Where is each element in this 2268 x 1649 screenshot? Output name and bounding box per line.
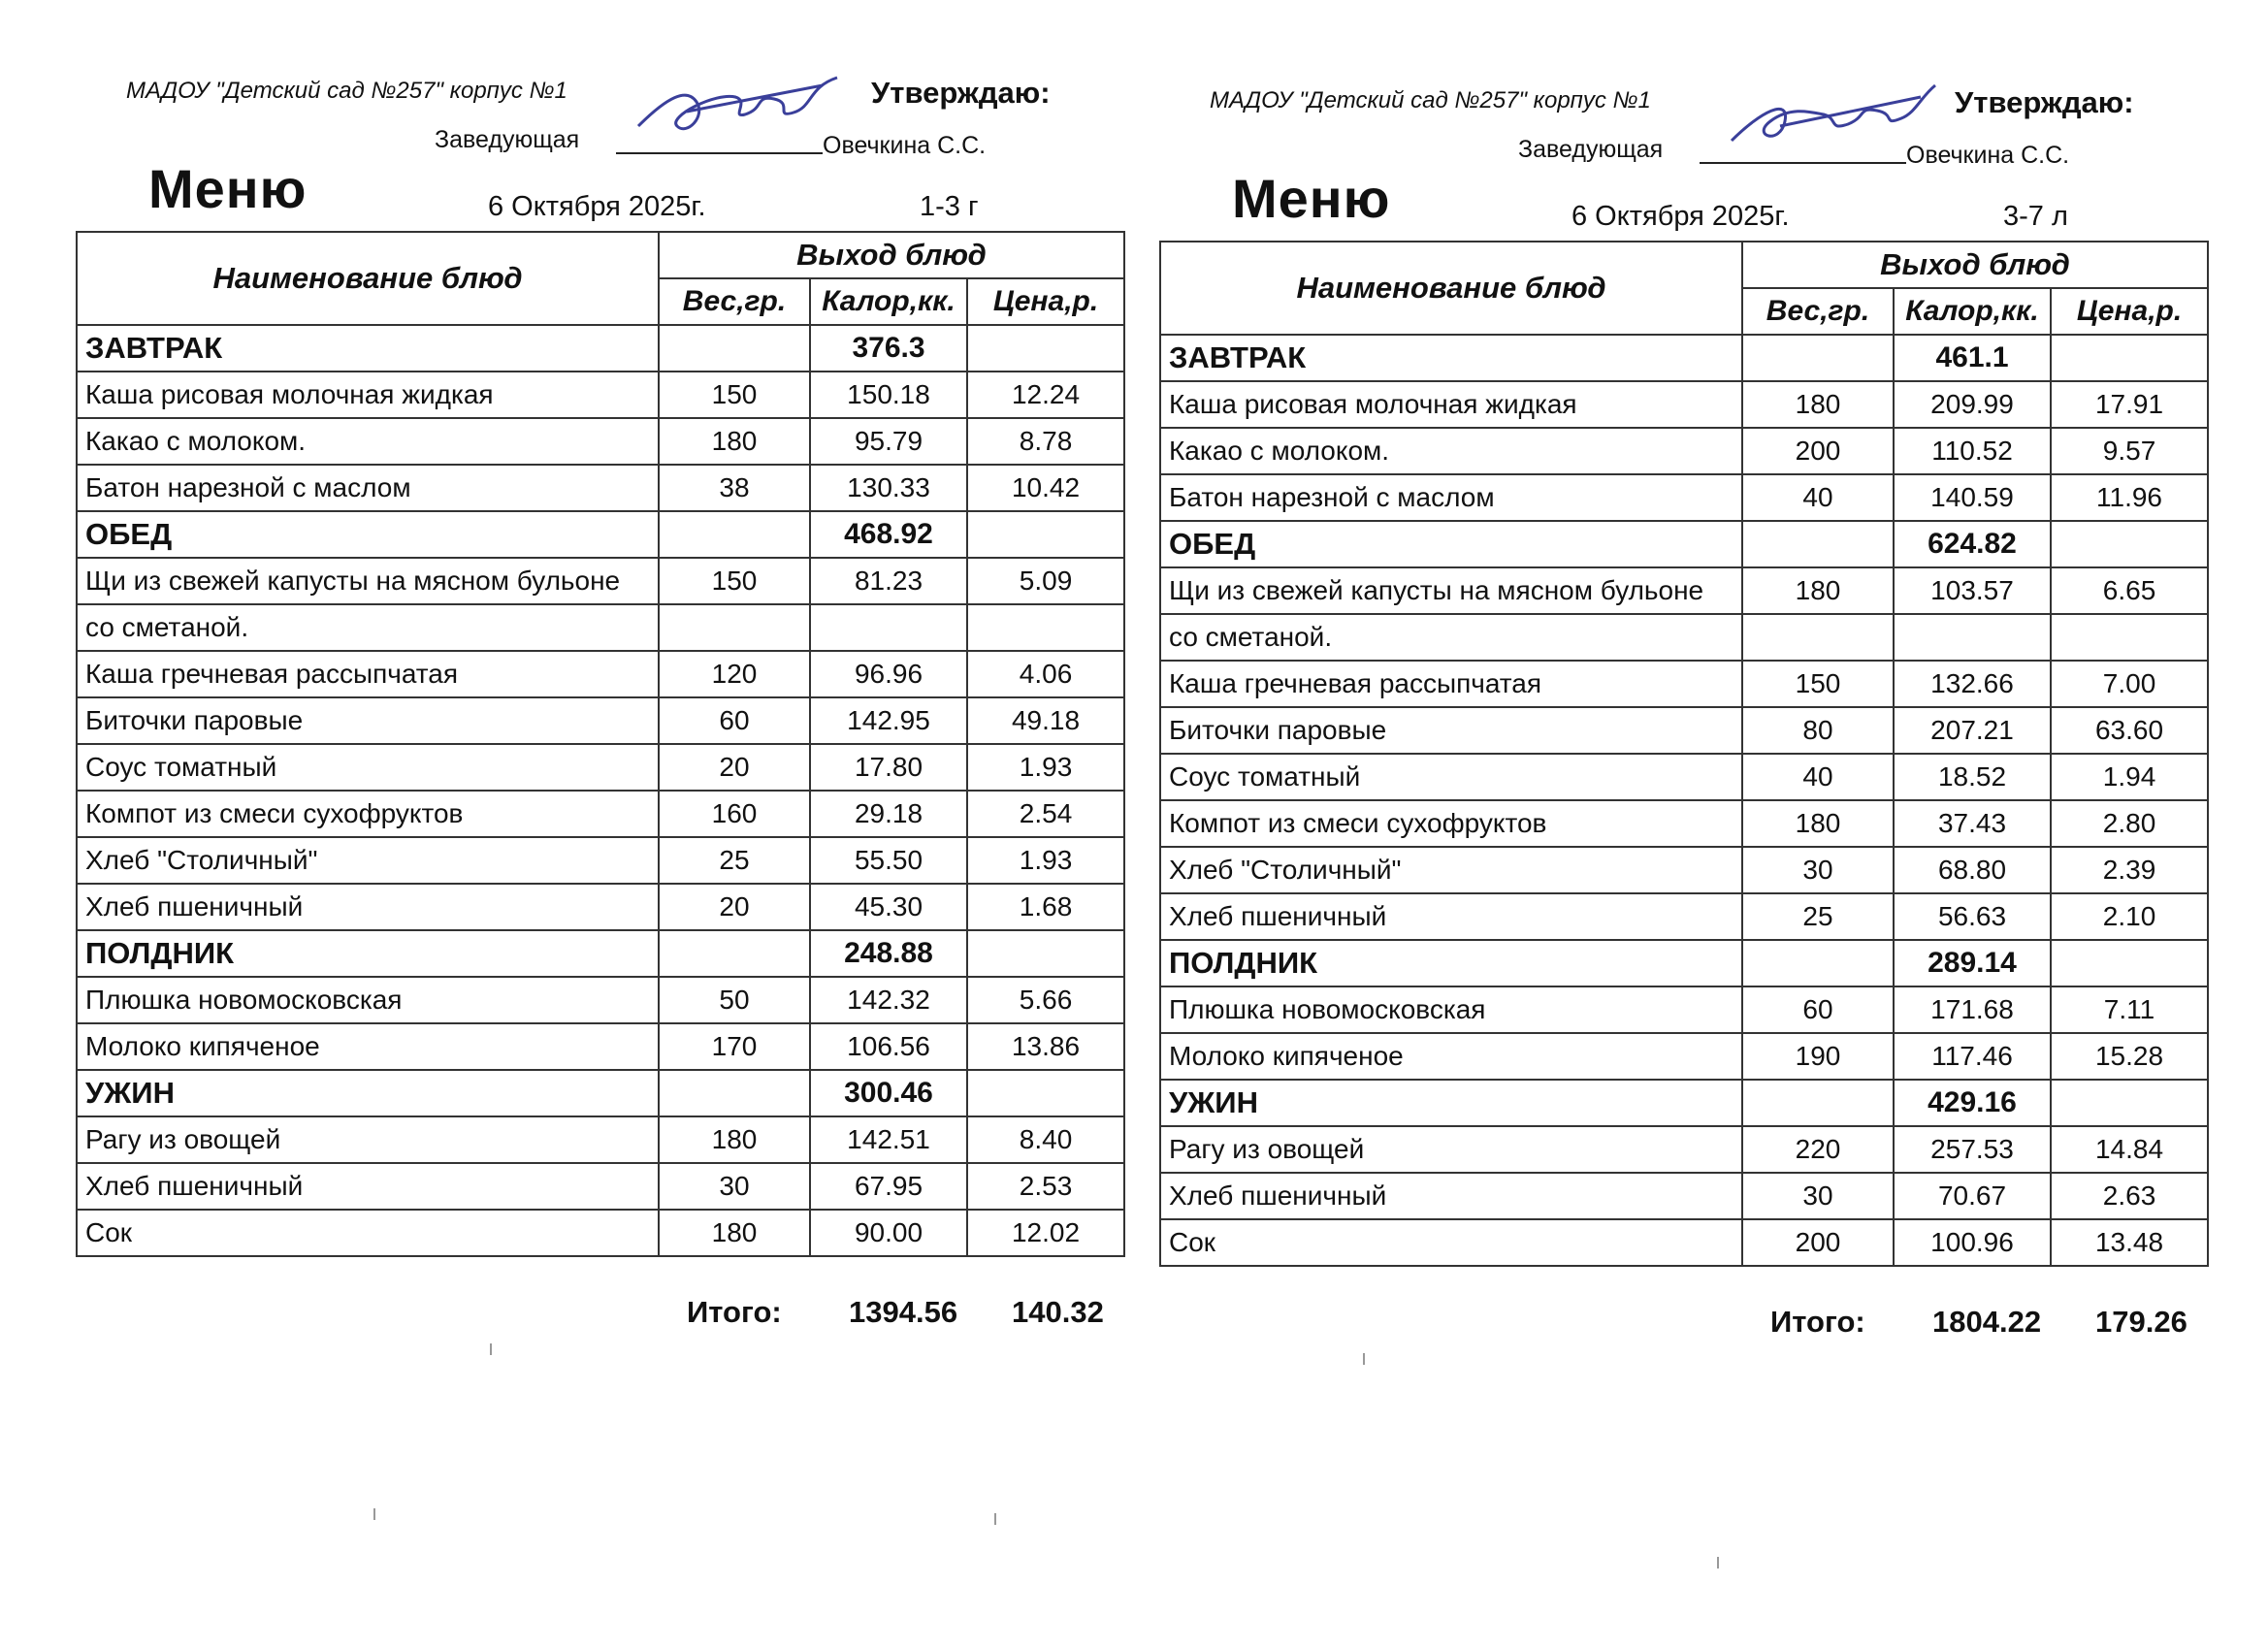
- dish-price: 12.24: [967, 372, 1124, 418]
- dish-name: Молоко кипяченое: [1160, 1033, 1742, 1080]
- dish-weight: 180: [659, 418, 810, 465]
- section-weight-cell: [659, 325, 810, 372]
- dish-price: 2.54: [967, 791, 1124, 837]
- dish-weight: 150: [659, 558, 810, 604]
- section-price-cell: [2051, 940, 2208, 986]
- menu-title: Меню: [148, 158, 308, 219]
- dish-name: Хлеб пшеничный: [1160, 893, 1742, 940]
- dish-price: 1.93: [967, 837, 1124, 884]
- dish-kcal: 106.56: [810, 1023, 967, 1070]
- dish-row: [1160, 614, 2208, 661]
- menu-table: [76, 231, 1125, 1257]
- dish-name: Щи из свежей капусты на мясном бульоне: [1160, 567, 1742, 614]
- dish-kcal: 68.80: [1894, 847, 2051, 893]
- dish-price: 14.84: [2051, 1126, 2208, 1173]
- dish-name: Каша рисовая молочная жидкая: [1160, 381, 1742, 428]
- dish-kcal: 110.52: [1894, 428, 2051, 474]
- dish-name: Сок: [1160, 1219, 1742, 1266]
- dish-row: [1160, 381, 2208, 428]
- dish-kcal: 37.43: [1894, 800, 2051, 847]
- total-kcal: 1804.22: [1932, 1305, 2042, 1339]
- dish-kcal: 70.67: [1894, 1173, 2051, 1219]
- dish-weight: 30: [659, 1163, 810, 1210]
- dish-kcal: 18.52: [1894, 754, 2051, 800]
- dish-row: [1160, 1126, 2208, 1173]
- dish-row: [1160, 1219, 2208, 1266]
- scan-speck: [1717, 1557, 1719, 1568]
- dish-row: [1160, 754, 2208, 800]
- section-kcal-total: 376.3: [810, 325, 967, 372]
- dish-name: Хлеб пшеничный: [77, 884, 659, 930]
- dish-price: 8.78: [967, 418, 1124, 465]
- dish-price: 2.63: [2051, 1173, 2208, 1219]
- dish-name: Соус томатный: [77, 744, 659, 791]
- dish-kcal: 209.99: [1894, 381, 2051, 428]
- menu-table: [1159, 241, 2209, 1267]
- dish-row: [77, 1116, 1124, 1163]
- dish-kcal: 29.18: [810, 791, 967, 837]
- dish-price: 7.00: [2051, 661, 2208, 707]
- dish-row: [1160, 800, 2208, 847]
- dish-price: 2.39: [2051, 847, 2208, 893]
- dish-name: Батон нарезной с маслом: [1160, 474, 1742, 521]
- dish-kcal: [810, 604, 967, 651]
- menu-date: 6 Октября 2025г.: [488, 191, 706, 222]
- dish-row: [1160, 847, 2208, 893]
- approve-label: Утверждаю:: [1955, 85, 2134, 119]
- section-kcal-total: 624.82: [1894, 521, 2051, 567]
- dish-row: [1160, 1173, 2208, 1219]
- dish-kcal: 95.79: [810, 418, 967, 465]
- dish-name: Хлеб пшеничный: [77, 1163, 659, 1210]
- dish-weight: 200: [1742, 428, 1894, 474]
- menu-date: 6 Октября 2025г.: [1571, 201, 1790, 232]
- dish-price: 5.09: [967, 558, 1124, 604]
- dish-name: Щи из свежей капусты на мясном бульоне: [77, 558, 659, 604]
- dish-name: Хлеб "Столичный": [1160, 847, 1742, 893]
- dish-weight: 50: [659, 977, 810, 1023]
- dish-price: 7.11: [2051, 986, 2208, 1033]
- section-kcal-total: 468.92: [810, 511, 967, 558]
- dish-name: Рагу из овощей: [77, 1116, 659, 1163]
- dish-name: Какао с молоком.: [1160, 428, 1742, 474]
- dish-kcal: 142.51: [810, 1116, 967, 1163]
- approve-label: Утверждаю:: [871, 76, 1051, 110]
- section-row: [77, 511, 1124, 558]
- dish-name: Биточки паровые: [77, 697, 659, 744]
- dish-price: 5.66: [967, 977, 1124, 1023]
- column-header-kcal: Калор,кк.: [1894, 288, 2051, 335]
- organization-name: МАДОУ "Детский сад №257" корпус №1: [1210, 87, 1651, 113]
- scan-speck: [490, 1343, 492, 1355]
- dish-kcal: 130.33: [810, 465, 967, 511]
- dish-price: 6.65: [2051, 567, 2208, 614]
- section-kcal-total: 248.88: [810, 930, 967, 977]
- dish-price: 1.93: [967, 744, 1124, 791]
- column-header-price: Цена,р.: [967, 278, 1124, 325]
- dish-kcal: 132.66: [1894, 661, 2051, 707]
- dish-kcal: 90.00: [810, 1210, 967, 1256]
- dish-weight: 180: [1742, 800, 1894, 847]
- dish-weight: 150: [659, 372, 810, 418]
- dish-name: Плюшка новомосковская: [77, 977, 659, 1023]
- column-header-dish-name: Наименование блюд: [1160, 242, 1742, 335]
- dish-row: [1160, 707, 2208, 754]
- section-weight-cell: [659, 511, 810, 558]
- dish-weight: 25: [1742, 893, 1894, 940]
- dish-row: [1160, 986, 2208, 1033]
- dish-kcal: 81.23: [810, 558, 967, 604]
- section-price-cell: [2051, 1080, 2208, 1126]
- head-label: Заведующая: [435, 126, 580, 153]
- organization-name: МАДОУ "Детский сад №257" корпус №1: [126, 78, 567, 104]
- dish-weight: 180: [659, 1116, 810, 1163]
- dish-weight: [1742, 614, 1894, 661]
- dish-row: [77, 465, 1124, 511]
- dish-weight: 40: [1742, 474, 1894, 521]
- section-title: ОБЕД: [1160, 521, 1742, 567]
- dish-kcal: 150.18: [810, 372, 967, 418]
- section-kcal-total: 300.46: [810, 1070, 967, 1116]
- dish-price: 4.06: [967, 651, 1124, 697]
- section-title: ПОЛДНИК: [77, 930, 659, 977]
- total-label: Итого:: [1770, 1305, 1865, 1339]
- head-name: Овечкина С.С.: [1906, 142, 2070, 169]
- head-name: Овечкина С.С.: [823, 132, 987, 159]
- dish-row: [1160, 1033, 2208, 1080]
- dish-weight: 150: [1742, 661, 1894, 707]
- column-header-weight: Вес,гр.: [659, 278, 810, 325]
- section-title: ОБЕД: [77, 511, 659, 558]
- dish-price: 2.80: [2051, 800, 2208, 847]
- dish-row: [1160, 474, 2208, 521]
- section-weight-cell: [1742, 521, 1894, 567]
- section-price-cell: [967, 930, 1124, 977]
- dish-price: 1.94: [2051, 754, 2208, 800]
- dish-row: [77, 837, 1124, 884]
- dish-row: [77, 697, 1124, 744]
- age-group: 3-7 л: [2003, 201, 2068, 232]
- dish-weight: 170: [659, 1023, 810, 1070]
- dish-weight: 180: [659, 1210, 810, 1256]
- section-title: ЗАВТРАК: [77, 325, 659, 372]
- dish-kcal: 17.80: [810, 744, 967, 791]
- section-price-cell: [967, 325, 1124, 372]
- dish-kcal: 142.32: [810, 977, 967, 1023]
- dish-row: [77, 604, 1124, 651]
- section-price-cell: [967, 1070, 1124, 1116]
- dish-name: Плюшка новомосковская: [1160, 986, 1742, 1033]
- dish-name: Компот из смеси сухофруктов: [77, 791, 659, 837]
- dish-weight: 180: [1742, 567, 1894, 614]
- dish-kcal: 207.21: [1894, 707, 2051, 754]
- column-header-price: Цена,р.: [2051, 288, 2208, 335]
- dish-name: Молоко кипяченое: [77, 1023, 659, 1070]
- dish-price: 2.53: [967, 1163, 1124, 1210]
- dish-price: 63.60: [2051, 707, 2208, 754]
- scan-speck: [1363, 1353, 1365, 1365]
- dish-weight: 60: [659, 697, 810, 744]
- dish-kcal: 67.95: [810, 1163, 967, 1210]
- dish-weight: 190: [1742, 1033, 1894, 1080]
- dish-kcal: 142.95: [810, 697, 967, 744]
- section-row: [1160, 1080, 2208, 1126]
- dish-weight: 80: [1742, 707, 1894, 754]
- dish-kcal: 171.68: [1894, 986, 2051, 1033]
- dish-price: 12.02: [967, 1210, 1124, 1256]
- dish-price: 49.18: [967, 697, 1124, 744]
- dish-price: 10.42: [967, 465, 1124, 511]
- dish-kcal: 100.96: [1894, 1219, 2051, 1266]
- dish-row: [77, 1210, 1124, 1256]
- dish-weight: 25: [659, 837, 810, 884]
- dish-name: Какао с молоком.: [77, 418, 659, 465]
- dish-row: [77, 1023, 1124, 1070]
- dish-row: [1160, 567, 2208, 614]
- dish-price: 11.96: [2051, 474, 2208, 521]
- signature-line: [616, 152, 823, 154]
- dish-name: со сметаной.: [1160, 614, 1742, 661]
- total-price: 179.26: [2095, 1305, 2187, 1339]
- signature-line: [1700, 162, 1906, 164]
- column-header-dish-name: Наименование блюд: [77, 232, 659, 325]
- section-row: [77, 930, 1124, 977]
- dish-row: [1160, 893, 2208, 940]
- dish-row: [77, 1163, 1124, 1210]
- section-title: УЖИН: [1160, 1080, 1742, 1126]
- dish-name: Компот из смеси сухофруктов: [1160, 800, 1742, 847]
- section-row: [77, 1070, 1124, 1116]
- dish-weight: 30: [1742, 1173, 1894, 1219]
- section-title: УЖИН: [77, 1070, 659, 1116]
- dish-weight: 160: [659, 791, 810, 837]
- dish-price: 9.57: [2051, 428, 2208, 474]
- total-price: 140.32: [1012, 1295, 1104, 1329]
- section-price-cell: [2051, 335, 2208, 381]
- dish-price: 13.86: [967, 1023, 1124, 1070]
- dish-name: Соус томатный: [1160, 754, 1742, 800]
- section-row: [1160, 940, 2208, 986]
- dish-weight: 38: [659, 465, 810, 511]
- age-group: 1-3 г: [920, 191, 979, 222]
- menu-sheet-3-7: [1150, 10, 2226, 1387]
- dish-row: [77, 977, 1124, 1023]
- column-header-weight: Вес,гр.: [1742, 288, 1894, 335]
- section-title: ПОЛДНИК: [1160, 940, 1742, 986]
- section-kcal-total: 429.16: [1894, 1080, 2051, 1126]
- column-header-output: Выход блюд: [659, 232, 1124, 278]
- section-weight-cell: [1742, 940, 1894, 986]
- column-header-output: Выход блюд: [1742, 242, 2208, 288]
- dish-weight: [659, 604, 810, 651]
- section-weight-cell: [1742, 1080, 1894, 1126]
- total-kcal: 1394.56: [849, 1295, 958, 1329]
- dish-name: Биточки паровые: [1160, 707, 1742, 754]
- dish-weight: 60: [1742, 986, 1894, 1033]
- dish-row: [77, 791, 1124, 837]
- dish-name: Каша рисовая молочная жидкая: [77, 372, 659, 418]
- dish-name: Хлеб "Столичный": [77, 837, 659, 884]
- section-kcal-total: 289.14: [1894, 940, 2051, 986]
- dish-price: 17.91: [2051, 381, 2208, 428]
- dish-name: Рагу из овощей: [1160, 1126, 1742, 1173]
- dish-weight: 200: [1742, 1219, 1894, 1266]
- scan-speck: [373, 1508, 375, 1520]
- dish-price: 13.48: [2051, 1219, 2208, 1266]
- section-weight-cell: [659, 930, 810, 977]
- dish-name: Батон нарезной с маслом: [77, 465, 659, 511]
- dish-weight: 20: [659, 744, 810, 791]
- dish-row: [77, 558, 1124, 604]
- section-price-cell: [2051, 521, 2208, 567]
- menu-title: Меню: [1232, 168, 1391, 229]
- dish-kcal: 55.50: [810, 837, 967, 884]
- dish-weight: 20: [659, 884, 810, 930]
- section-kcal-total: 461.1: [1894, 335, 2051, 381]
- scan-speck: [994, 1513, 996, 1525]
- menu-sheet-1-3: [66, 0, 1143, 1377]
- dish-price: 15.28: [2051, 1033, 2208, 1080]
- dish-kcal: [1894, 614, 2051, 661]
- dish-name: со сметаной.: [77, 604, 659, 651]
- dish-kcal: 257.53: [1894, 1126, 2051, 1173]
- dish-price: 1.68: [967, 884, 1124, 930]
- dish-kcal: 45.30: [810, 884, 967, 930]
- dish-name: Хлеб пшеничный: [1160, 1173, 1742, 1219]
- dish-row: [77, 651, 1124, 697]
- dish-row: [77, 884, 1124, 930]
- dish-row: [1160, 428, 2208, 474]
- dish-row: [77, 372, 1124, 418]
- section-price-cell: [967, 511, 1124, 558]
- dish-price: [967, 604, 1124, 651]
- dish-weight: 30: [1742, 847, 1894, 893]
- head-label: Заведующая: [1518, 136, 1664, 163]
- dish-kcal: 56.63: [1894, 893, 2051, 940]
- section-row: [1160, 335, 2208, 381]
- dish-weight: 120: [659, 651, 810, 697]
- dish-row: [1160, 661, 2208, 707]
- dish-name: Сок: [77, 1210, 659, 1256]
- dish-price: 2.10: [2051, 893, 2208, 940]
- dish-kcal: 96.96: [810, 651, 967, 697]
- total-label: Итого:: [687, 1295, 782, 1329]
- column-header-kcal: Калор,кк.: [810, 278, 967, 325]
- dish-row: [77, 744, 1124, 791]
- section-row: [77, 325, 1124, 372]
- dish-weight: 40: [1742, 754, 1894, 800]
- dish-name: Каша гречневая рассыпчатая: [77, 651, 659, 697]
- section-weight-cell: [1742, 335, 1894, 381]
- dish-price: 8.40: [967, 1116, 1124, 1163]
- dish-kcal: 117.46: [1894, 1033, 2051, 1080]
- dish-name: Каша гречневая рассыпчатая: [1160, 661, 1742, 707]
- dish-weight: 180: [1742, 381, 1894, 428]
- dish-kcal: 103.57: [1894, 567, 2051, 614]
- section-weight-cell: [659, 1070, 810, 1116]
- dish-price: [2051, 614, 2208, 661]
- section-title: ЗАВТРАК: [1160, 335, 1742, 381]
- dish-weight: 220: [1742, 1126, 1894, 1173]
- dish-kcal: 140.59: [1894, 474, 2051, 521]
- section-row: [1160, 521, 2208, 567]
- dish-row: [77, 418, 1124, 465]
